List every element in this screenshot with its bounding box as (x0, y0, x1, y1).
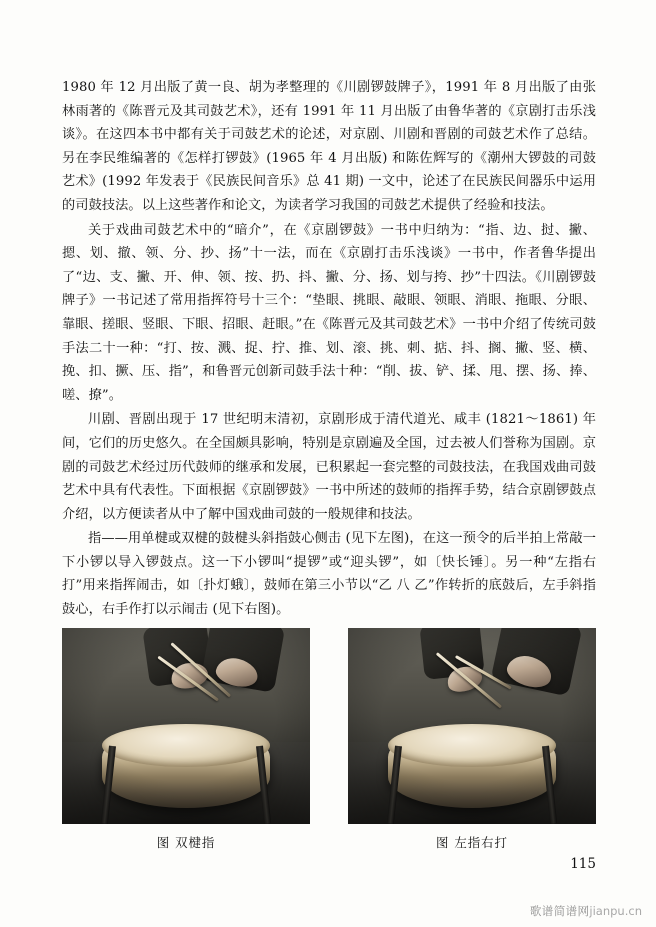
figure-right-caption: 图 左指右打 (436, 835, 508, 850)
figure-row (62, 628, 596, 851)
watermark-cn: 歌谱简谱网 (529, 904, 590, 918)
figure-left (62, 628, 310, 851)
paragraph-4: 指——用单楗或双楗的鼓楗头斜指鼓心侧击 (见下左图)，在这一预令的后半拍上常敲一下小锣以导入锣鼓点。这一下小锣叫“提锣”或“迎头锣”，如〔快长锤〕。另一种“左指右打”用来指挥闹击，如〔扑灯蛾〕，鼓师在第三小节以“乙 八 乙”作转折的底鼓后，左手斜指鼓心，右手作打以示闹击 (见下右图)。 (62, 531, 596, 618)
figure-right (348, 628, 596, 851)
page-body-text (62, 76, 596, 623)
paragraph-1: 1980 年 12 月出版了黄一良、胡为孝整理的《川剧锣鼓牌子》，1991 年 8 月出版了由张林雨著的《陈晋元及其司鼓艺术》，还有 1991 年 11 月出版了由鲁华著的《京剧打击乐浅谈》。在这四本书中都有关于司鼓艺术的论述，对京剧、川剧和晋剧的司鼓艺术作了总结。另在李民维编著的《怎样打锣鼓》(1965 年 4 月出版) 和陈佐辉写的《潮州大锣鼓的司鼓艺术》(1992 年发表于《民族民间音乐》总 41 期) 一文中，论述了在民族民间器乐中运用的司鼓技法。以上这些著作和论文，为读者学习我国的司鼓艺术提供了经验和技法。 (62, 80, 596, 213)
watermark-en: jianpu.cn (589, 904, 642, 918)
paragraph-2: 关于戏曲司鼓艺术中的“暗介”，在《京剧锣鼓》一书中归纳为：“指、边、挝、撇、摁、划、撤、领、分、抄、扬”十一法，而在《京剧打击乐浅谈》一书中，作者鲁华提出了“边、支、撇、开、伸、领、按、扔、抖、撇、分、扬、划与挎、抄”十四法。《川剧锣鼓牌子》一书记述了常用指挥符号十三个：“垫眼、挑眼、敲眼、领眼、消眼、拖眼、分眼、靠眼、搓眼、竖眼、下眼、招眼、赶眼。”在《陈晋元及其司鼓艺术》一书中介绍了传统司鼓手法二十一种：“打、按、溅、捉、拧、推、划、滚、挑、刺、掂、抖、搁、撇、竖、横、挽、扣、撅、压、指”，和鲁晋元创新司鼓手法十种：“削、拔、铲、揉、甩、摆、扬、捧、嗟、撩”。 (62, 222, 596, 403)
page-number: 115 (570, 856, 596, 872)
drum-photo-right (348, 628, 596, 824)
figure-left-caption: 图 双楗指 (156, 835, 216, 850)
watermark (530, 903, 642, 919)
paragraph-3: 川剧、晋剧出现于 17 世纪明末清初，京剧形成于清代道光、咸丰 (1821～1861) 年间，它们的历史悠久。在全国颇具影响，特别是京剧遍及全国，过去被人们誉称为国剧。京剧的司鼓艺术经过历代鼓师的继承和发展，已积累起一套完整的司鼓技法，在我国戏曲司鼓艺术中具有代表性。下面根据《京剧锣鼓》一书中所述的鼓师的指挥手势，结合京剧锣鼓点介绍，以方便读者从中了解中国戏曲司鼓的一般规律和技法。 (62, 412, 596, 522)
drum-photo-left (62, 628, 310, 824)
